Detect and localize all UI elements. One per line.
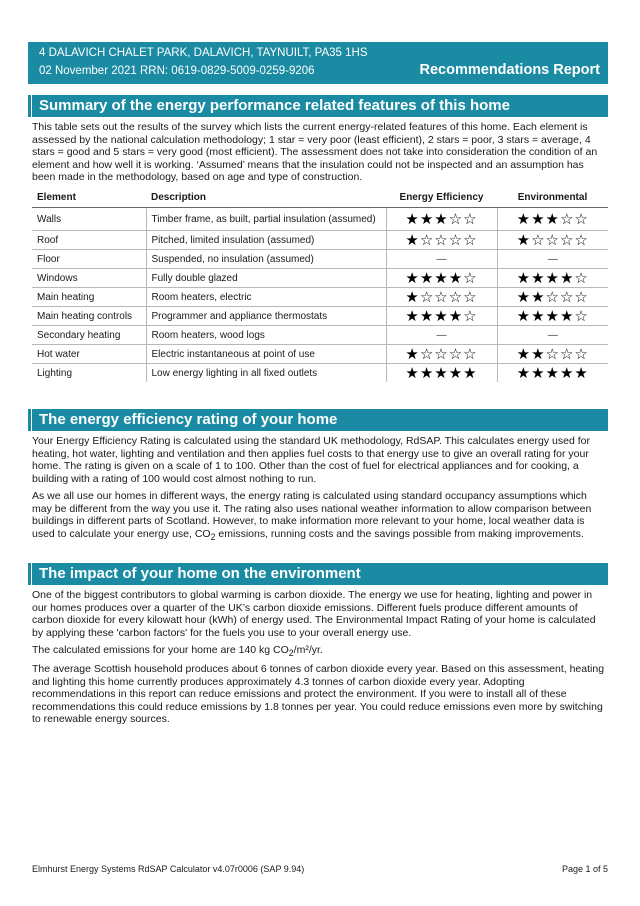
table-row: [32, 345, 608, 364]
star-filled-icon: ★: [545, 364, 560, 382]
table-row: [32, 326, 608, 345]
star-empty-icon: ☆: [463, 269, 478, 287]
star-filled-icon: ★: [531, 345, 546, 363]
star-filled-icon: ★: [448, 269, 464, 287]
star-filled-icon: ★: [531, 364, 546, 382]
report-header: [28, 42, 608, 84]
environmental-rating: [497, 345, 608, 364]
star-filled-icon: ★: [531, 210, 546, 228]
energy-efficiency-rating: [386, 208, 497, 231]
star-filled-icon: ★: [531, 307, 546, 325]
rating-paragraph-1: Your Energy Efficiency Rating is calculated using the standard UK methodology, RdSAP. This calculates energy used for heating, hot water, lighting and ventilation and then applies fuel costs to that energy use to give an overall rating for your home. The rating is given on a scale of 1 to 100. Other than the cost of fuel for electrical appliances and for cooking, a building with a rating of 100 would cost almost nothing to run.: [32, 435, 590, 485]
star-filled-icon: ★: [419, 210, 435, 228]
star-empty-icon: ☆: [463, 307, 478, 325]
star-filled-icon: ★: [516, 210, 532, 228]
star-filled-icon: ★: [405, 345, 420, 363]
description-cell: Timber frame, as built, partial insulation (assumed): [146, 208, 386, 231]
star-empty-icon: ☆: [419, 231, 435, 249]
star-empty-icon: ☆: [463, 210, 478, 228]
star-filled-icon: ★: [434, 210, 449, 228]
table-row: [32, 307, 608, 326]
footer-software: Elmhurst Energy Systems RdSAP Calculator v4.07r0006 (SAP 9.94): [32, 864, 305, 874]
star-rating: [405, 288, 477, 306]
environmental-rating: [497, 364, 608, 383]
energy-efficiency-na: [386, 250, 497, 269]
star-filled-icon: ★: [419, 307, 435, 325]
not-applicable-dash: —: [436, 329, 447, 341]
star-filled-icon: ★: [545, 210, 560, 228]
element-cell: Main heating controls: [32, 307, 146, 326]
footer-page-number: Page 1 of 5: [561, 864, 608, 874]
table-row: [32, 364, 608, 383]
star-filled-icon: ★: [448, 364, 464, 382]
star-empty-icon: ☆: [434, 345, 449, 363]
star-filled-icon: ★: [434, 364, 449, 382]
star-empty-icon: ☆: [434, 231, 449, 249]
star-empty-icon: ☆: [574, 210, 589, 228]
col-header-environmental: Environmental: [497, 188, 608, 208]
star-empty-icon: ☆: [434, 288, 449, 306]
star-empty-icon: ☆: [448, 210, 464, 228]
rating-paragraph-2: As we all use our homes in different ways, the energy rating is calculated using standard occupancy assumptions which may be different from the way you use it. The rating also uses national weather information to allow comparison between buildings in different parts of Scotland. However, to make information more relevant to your home, local weather data is used to calculate your energy use, $CO_2$ emissions, running costs and the savings possible from making improvements.: [32, 490, 592, 542]
star-empty-icon: ☆: [448, 345, 464, 363]
star-filled-icon: ★: [559, 364, 575, 382]
star-filled-icon: ★: [405, 307, 420, 325]
star-empty-icon: ☆: [545, 231, 560, 249]
description-cell: Programmer and appliance thermostats: [146, 307, 386, 326]
element-cell: Hot water: [32, 345, 146, 364]
description-cell: Low energy lighting in all fixed outlets: [146, 364, 386, 383]
star-rating: [405, 307, 477, 325]
star-rating: [517, 231, 589, 249]
star-empty-icon: ☆: [463, 288, 478, 306]
energy-efficiency-rating: [386, 307, 497, 326]
star-rating: [517, 288, 589, 306]
star-rating: [517, 364, 589, 382]
star-filled-icon: ★: [434, 307, 449, 325]
description-cell: Electric instantaneous at point of use: [146, 345, 386, 364]
col-header-description: Description: [146, 188, 386, 208]
star-filled-icon: ★: [405, 231, 420, 249]
environmental-na: [497, 250, 608, 269]
star-filled-icon: ★: [448, 307, 464, 325]
star-rating: [405, 231, 477, 249]
star-filled-icon: ★: [516, 288, 532, 306]
star-filled-icon: ★: [434, 269, 449, 287]
star-filled-icon: ★: [531, 269, 546, 287]
subscript-2: 2: [288, 648, 294, 659]
table-row: [32, 269, 608, 288]
impact-paragraph-2: The calculated emissions for your home are 140 kg $CO_2/m^2/yr$.: [32, 644, 323, 659]
description-cell: Suspended, no insulation (assumed): [146, 250, 386, 269]
not-applicable-dash: —: [547, 329, 558, 341]
energy-efficiency-rating: [386, 364, 497, 383]
star-empty-icon: ☆: [531, 231, 546, 249]
star-filled-icon: ★: [516, 307, 532, 325]
star-empty-icon: ☆: [574, 269, 589, 287]
energy-efficiency-rating: [386, 231, 497, 250]
star-filled-icon: ★: [516, 364, 532, 382]
star-filled-icon: ★: [516, 345, 532, 363]
star-empty-icon: ☆: [559, 288, 575, 306]
star-filled-icon: ★: [463, 364, 478, 382]
description-cell: Room heaters, wood logs: [146, 326, 386, 345]
element-cell: Walls: [32, 208, 146, 231]
star-filled-icon: ★: [545, 269, 560, 287]
star-filled-icon: ★: [531, 288, 546, 306]
energy-efficiency-rating: [386, 269, 497, 288]
environmental-rating: [497, 231, 608, 250]
environmental-rating: [497, 307, 608, 326]
star-empty-icon: ☆: [419, 288, 435, 306]
col-header-element: Element: [32, 188, 146, 208]
energy-efficiency-rating: [386, 288, 497, 307]
features-table: [32, 188, 608, 382]
environmental-rating: [497, 288, 608, 307]
star-empty-icon: ☆: [419, 345, 435, 363]
star-filled-icon: ★: [516, 269, 532, 287]
star-empty-icon: ☆: [545, 345, 560, 363]
star-filled-icon: ★: [559, 307, 575, 325]
element-cell: Windows: [32, 269, 146, 288]
star-empty-icon: ☆: [463, 231, 478, 249]
star-empty-icon: ☆: [574, 288, 589, 306]
not-applicable-dash: —: [436, 253, 447, 265]
star-empty-icon: ☆: [574, 231, 589, 249]
rating-heading: The energy efficiency rating of your home: [32, 409, 608, 431]
star-empty-icon: ☆: [463, 345, 478, 363]
star-rating: [405, 364, 477, 382]
star-filled-icon: ★: [405, 210, 420, 228]
star-rating: [405, 345, 477, 363]
table-header-row: [32, 188, 608, 208]
star-rating: [405, 210, 477, 228]
star-filled-icon: ★: [419, 364, 435, 382]
star-rating: [517, 269, 589, 287]
summary-intro: This table sets out the results of the survey which lists the current energy-related features of this home. Each element is assessed by the national calculation methodology; 1 star = very poor (least efficient), 2 stars = poor, 3 stars = average, 4 stars = good and 5 stars = very good (most efficient). The assessment does not take into consideration the condition of an element and how well it is working. ‘Assumed’ means that the insulation could not be inspected and an assumption has been made in the methodology, based on age and type of construction.: [32, 121, 598, 184]
element-cell: Floor: [32, 250, 146, 269]
energy-efficiency-rating: [386, 345, 497, 364]
star-filled-icon: ★: [545, 307, 560, 325]
property-address: 4 DALAVICH CHALET PARK, DALAVICH, TAYNUILT, PA35 1HS: [39, 47, 368, 59]
environmental-rating: [497, 269, 608, 288]
description-cell: Pitched, limited insulation (assumed): [146, 231, 386, 250]
impact-paragraph-3: The average Scottish household produces about 6 tonnes of carbon dioxide every year. Based on this assessment, heating and lighting this home currently produces approximately 4.3 tonnes of carbon dioxide every year. Adopting recommendations in this report can reduce emissions and protect the environment. If you were to install all of these recommendations this could reduce emissions by 1.8 tonnes per year. You could reduce emissions even more by switching to renewable energy sources.: [32, 663, 605, 726]
impact-heading: The impact of your home on the environment: [32, 563, 608, 585]
star-empty-icon: ☆: [448, 231, 464, 249]
star-empty-icon: ☆: [545, 288, 560, 306]
star-rating: [517, 307, 589, 325]
star-empty-icon: ☆: [559, 345, 575, 363]
star-filled-icon: ★: [574, 364, 589, 382]
star-rating: [405, 269, 477, 287]
element-cell: Lighting: [32, 364, 146, 383]
element-cell: Roof: [32, 231, 146, 250]
summary-heading: Summary of the energy performance related features of this home: [32, 95, 608, 117]
table-row: [32, 250, 608, 269]
col-header-energy-efficiency: Energy Efficiency: [386, 188, 497, 208]
table-row: [32, 288, 608, 307]
not-applicable-dash: —: [547, 253, 558, 265]
star-filled-icon: ★: [405, 364, 420, 382]
element-cell: Main heating: [32, 288, 146, 307]
description-cell: Room heaters, electric: [146, 288, 386, 307]
star-filled-icon: ★: [559, 269, 575, 287]
star-empty-icon: ☆: [448, 288, 464, 306]
star-empty-icon: ☆: [559, 231, 575, 249]
star-filled-icon: ★: [419, 269, 435, 287]
environmental-rating: [497, 208, 608, 231]
impact-paragraph-1: One of the biggest contributors to global warming is carbon dioxide. The energy we use for heating, lighting and power in our homes produces over a quarter of the UK’s carbon dioxide emissions. Different fuels produce different amounts of carbon dioxide for every kilowatt hour (kWh) of energy used. The Environmental Impact Rating of your home is calculated by applying these 'carbon factors' for the fuels you use to your overall energy use.: [32, 589, 596, 639]
star-filled-icon: ★: [516, 231, 532, 249]
table-row: [32, 231, 608, 250]
star-filled-icon: ★: [405, 269, 420, 287]
report-title: Recommendations Report: [419, 62, 600, 78]
star-rating: [517, 345, 589, 363]
energy-efficiency-na: [386, 326, 497, 345]
star-rating: [517, 210, 589, 228]
table-row: [32, 208, 608, 231]
environmental-na: [497, 326, 608, 345]
star-empty-icon: ☆: [574, 307, 589, 325]
star-filled-icon: ★: [405, 288, 420, 306]
date-rrn: 02 November 2021 RRN: 0619-0829-5009-0259-9206: [39, 65, 315, 77]
star-empty-icon: ☆: [559, 210, 575, 228]
subscript-2: 2: [210, 531, 216, 542]
element-cell: Secondary heating: [32, 326, 146, 345]
description-cell: Fully double glazed: [146, 269, 386, 288]
star-empty-icon: ☆: [574, 345, 589, 363]
